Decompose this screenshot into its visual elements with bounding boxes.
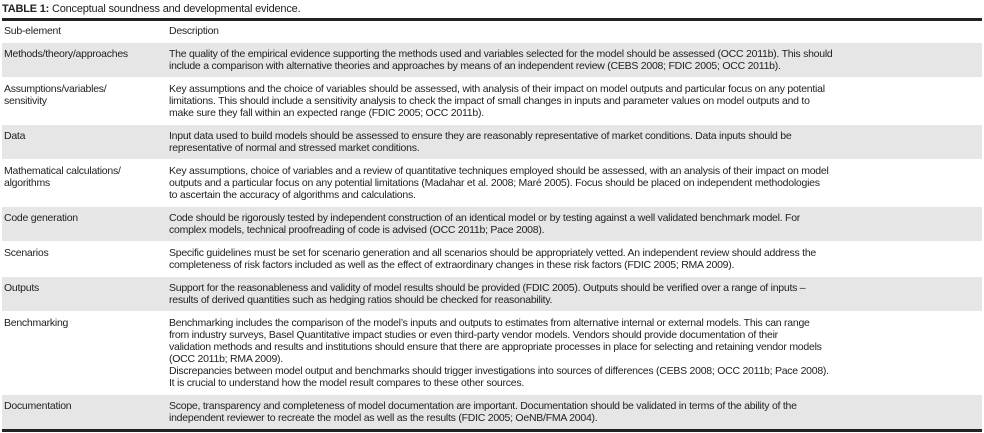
sub-element-text: Methods/theory/approaches <box>4 48 128 60</box>
description-cell <box>167 242 982 277</box>
sub-element-text: Outputs <box>4 282 40 294</box>
table-row <box>2 125 982 160</box>
sub-element-cell <box>2 312 167 395</box>
description-cell <box>167 277 982 312</box>
description-cell <box>167 160 982 207</box>
description-text: Key assumptions and the choice of variables should be assessed, with analysis of their impact on model outputs and particular focus on any potential <box>169 83 825 95</box>
description-text: results of derived quantities such as hedging ratios should be checked for reasonability. <box>169 294 553 306</box>
sub-element-text: Documentation <box>4 400 72 412</box>
sub-element-cell <box>2 43 167 78</box>
description-text: The quality of the empirical evidence supporting the methods used and variables selected for the model should be assessed (OCC 2011b). This should <box>169 48 833 60</box>
description-text: completeness of risk factors included as well as the effect of extraordinary changes in these risk factors (FDIC 2005; RMA 2009). <box>169 259 735 271</box>
table-caption <box>2 2 982 18</box>
description-text: make sure they fall within an expected range (FDIC 2005; OCC 2011b). <box>169 107 484 119</box>
sub-element-text: Code generation <box>4 212 78 224</box>
table-row <box>2 160 982 207</box>
sub-element-cell <box>2 242 167 277</box>
description-text: outputs and a particular focus on any potential limitations (Madahar et al. 2008; Maré 2005). Focus should be placed on independent methodologies <box>169 177 820 189</box>
sub-element-cell <box>2 125 167 160</box>
description-text: (OCC 2011b; RMA 2009). <box>169 353 283 365</box>
description-text: complex models, technical proofreading of code is advised (OCC 2011b; Pace 2008). <box>169 224 545 236</box>
table-row <box>2 78 982 125</box>
description-text: independent reviewer to recreate the model as well as the results (FDIC 2005; OeNB/FMA 2004). <box>169 412 598 424</box>
caption-label: TABLE 1: <box>2 3 50 15</box>
sub-element-cell <box>2 395 167 431</box>
sub-element-cell <box>2 207 167 242</box>
description-text: representative of normal and stressed market conditions. <box>169 142 420 154</box>
caption-text: Conceptual soundness and developmental evidence. <box>49 3 301 15</box>
description-text: It is crucial to understand how the model result compares to these other sources. <box>169 377 525 389</box>
description-text: validation methods and results and institutions should ensure that there are appropriate processes in place for selecting and retaining vendor models <box>169 341 822 353</box>
description-cell <box>167 78 982 125</box>
description-text: to ascertain the accuracy of algorithms and calculations. <box>169 189 416 201</box>
description-cell <box>167 312 982 395</box>
sub-element-text: Benchmarking <box>4 317 69 329</box>
description-text: Discrepancies between model output and benchmarks should trigger investigations into sources of differences (CEBS 2008; OCC 2011b; Pace 2008). <box>169 365 829 377</box>
sub-element-text: Data <box>4 130 26 142</box>
conceptual-soundness-table <box>2 18 982 432</box>
description-text: Specific guidelines must be set for scenario generation and all scenarios should be appropriately vetted. An independent review should address the <box>169 247 817 259</box>
table-body <box>2 43 982 431</box>
sub-element-cell <box>2 277 167 312</box>
sub-element-text: sensitivity <box>4 95 47 107</box>
description-cell <box>167 125 982 160</box>
header-row <box>2 20 982 43</box>
table-container <box>2 2 982 432</box>
description-text: Benchmarking includes the comparison of the model’s inputs and outputs to estimates from alternative internal or external models. This can range <box>169 317 810 329</box>
sub-element-cell <box>2 78 167 125</box>
description-text: Code should be rigorously tested by independent construction of an identical model or by testing against a well validated benchmark model. For <box>169 212 801 224</box>
sub-element-text: Mathematical calculations/ <box>4 165 121 177</box>
sub-element-text: Assumptions/variables/ <box>4 83 107 95</box>
table-row <box>2 395 982 431</box>
description-text: from industry surveys, Basel Quantitative impact studies or even third-party vendor models. Vendors should provide documentation of their <box>169 329 778 341</box>
description-text: Key assumptions, choice of variables and a review of quantitative techniques employed should be assessed, with an analysis of their impact on model <box>169 165 829 177</box>
table-row <box>2 207 982 242</box>
description-text: Support for the reasonableness and validity of model results should be provided (FDIC 2005). Outputs should be verified over a range of inputs – <box>169 282 806 294</box>
description-cell <box>167 395 982 431</box>
description-text: limitations. This should include a sensitivity analysis to check the impact of small changes in inputs and parameter values on model outputs and to <box>169 95 810 107</box>
description-cell <box>167 207 982 242</box>
table-row <box>2 43 982 78</box>
description-cell <box>167 43 982 78</box>
table-row <box>2 312 982 395</box>
header-sub-element: Sub-element <box>4 25 61 37</box>
description-text: include a comparison with alternative theories and approaches by means of an independent review (CEBS 2008; FDIC 2005; OCC 2011b). <box>169 60 781 72</box>
description-text: Input data used to build models should be assessed to ensure they are reasonably representative of market conditions. Data inputs should be <box>169 130 792 142</box>
sub-element-text: Scenarios <box>4 247 49 259</box>
header-description: Description <box>169 25 219 37</box>
table-row <box>2 242 982 277</box>
sub-element-cell <box>2 160 167 207</box>
description-text: Scope, transparency and completeness of model documentation are important. Documentation should be validated in terms of the ability of the <box>169 400 797 412</box>
table-row <box>2 277 982 312</box>
sub-element-text: algorithms <box>4 177 50 189</box>
